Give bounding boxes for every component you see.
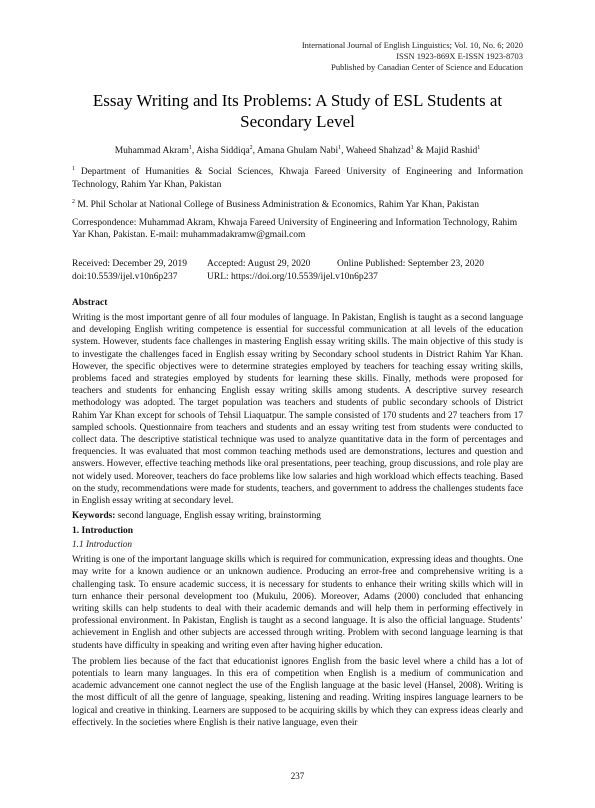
title-line-1: Essay Writing and Its Problems: A Study of ESL Students at: [92, 91, 503, 110]
author-name: & Majid Rashid: [413, 146, 478, 157]
author-affiliation-mark: 1: [410, 145, 414, 151]
journal-publisher: Published by Canadian Center of Science and Education: [331, 62, 523, 72]
author-name: , Amana Ghulam Nabi: [252, 146, 339, 157]
journal-issn: ISSN 1923-869X E-ISSN 1923-8703: [396, 51, 523, 61]
accepted-date: Accepted: August 29, 2020: [207, 258, 311, 269]
affiliation-text: M. Phil Scholar at National College of Business Administration & Economics, Rahim Yar Khan, Pakistan: [75, 200, 479, 211]
correspondence: Correspondence: Muhammad Akram, Khwaja Fareed University of Engineering and Information Technology, Rahim Yar Khan, Pakistan. E-mail: muhammadakramw@gmail.com: [72, 217, 518, 241]
publication-info: [72, 258, 523, 284]
affiliation-text: Department of Humanities & Social Sciences, Khwaja Fareed University of Engineering and Information Technology, Rahim Yar Khan, Pakistan: [72, 167, 523, 190]
affiliation-number: 2: [72, 199, 75, 206]
paper-page: [72, 40, 523, 729]
published-date: Online Published: September 23, 2020: [337, 258, 484, 269]
author-name: , Waheed Shahzad: [341, 146, 411, 157]
abstract-text: Writing is the most important genre of all four modules of language. In Pakistan, English is taught as a second language and developing English writing competence is essential for successful communication at all levels of the education system. However, students face challenges in mastering English essay writing skills. The main objective of this study is to investigate the challenges faced in English essay writing by Secondary school students in District Rahim Yar Khan. However, the specific objectives were to determine strategies employed by teachers for teaching essay writing skills, problems faced and strategies employed by students for learning these skills. Finally, methods were proposed for teachers and students for enhancing English essay writing skills among students. A descriptive survey research methodology was adopted. The target population was teachers and students of public secondary schools of District Rahim Yar Khan except for schools of Tehsil Liaquatpur. The sample consisted of 170 students and 27 teachers from 17 sampled schools. Questionnaire from teachers and students and an essay writing test from students were conducted to collect data. The descriptive statistical technique was used to analyze quantitative data in the form of percentages and frequencies. It was evaluated that most common teaching methods used are demonstrations, lectures and question and answers. However, effective teaching methods like oral presentations, peer teaching, group discussions, and role play are not widely used. Moreover, teachers do face problems like low salaries and high workload which effects teaching. Based on the study, recommendations were made for students, teachers, and government to address the challenges students face in English essay writing at secondary level.: [72, 312, 523, 507]
affiliation-1: [72, 163, 523, 191]
doi-text: doi:10.5539/ijel.v10n6p237: [72, 271, 178, 282]
doi-url-link[interactable]: URL: https://doi.org/10.5539/ijel.v10n6p237: [207, 271, 378, 282]
body-paragraph: Writing is one of the important language skills which is required for communication, expressing ideas and thoughts. One may write for a known audience or an unknown audience. Producing an error-free and comprehensive writing is a challenging task. To ensure academic success, it is necessary for students to enhance their writing skills which will in turn enhance their personal development too (Mukulu, 2006). Moreover, Adams (2000) concluded that enhancing writing skills can help students to deal with their academic demands and will help them in performing effectively in professional environment. In Pakistan, English is taught as a second language. It is also the official language. Students’ achievement in English and other subjects are accessed through writing. Problem with second language learning is that students have difficulty in speaking and writing even after having higher education.: [72, 555, 523, 651]
affiliation-number: 1: [72, 166, 75, 173]
affiliation-2: [72, 196, 523, 212]
author-affiliation-mark: 1: [188, 145, 192, 151]
paper-title: [72, 90, 523, 132]
journal-header: [72, 40, 523, 73]
body-paragraph: The problem lies because of the fact that educationist ignores English from the basic level where a child has a lot of potentials to learn many languages. In this era of competition when English is a medium of communication and academic advancement one cannot neglect the use of the English language at the basic level (Hansel, 2008). Writing is the most difficult of all the genre of language, speaking, listening and reading. Writing inspires language learners to be logical and creative in thinking. Learners are supposed to be acquiring skills by which they can express ideas clearly and effectively. In the societies where English is their native language, even their: [72, 656, 523, 728]
author-affiliation-mark: 1: [477, 145, 481, 151]
author-affiliation-mark: 1: [338, 145, 342, 151]
keywords-text: second language, English essay writing, brainstorming: [115, 511, 321, 522]
author-name: Muhammad Akram: [114, 146, 189, 157]
page-number: 237: [290, 771, 305, 781]
section-heading: 1. Introduction: [72, 526, 134, 537]
keywords-label: Keywords:: [72, 511, 116, 522]
author-affiliation-mark: 2: [249, 145, 253, 151]
subsection-heading: 1.1 Introduction: [72, 540, 133, 551]
author-list: [72, 142, 523, 158]
author-name: , Aisha Siddiqa: [191, 146, 250, 157]
keywords: [72, 510, 523, 522]
journal-name: International Journal of English Linguistics; Vol. 10, No. 6; 2020: [301, 40, 523, 50]
abstract-heading: Abstract: [72, 297, 108, 308]
received-date: Received: December 29, 2019: [72, 258, 188, 269]
title-line-2: Secondary Level: [240, 112, 355, 131]
